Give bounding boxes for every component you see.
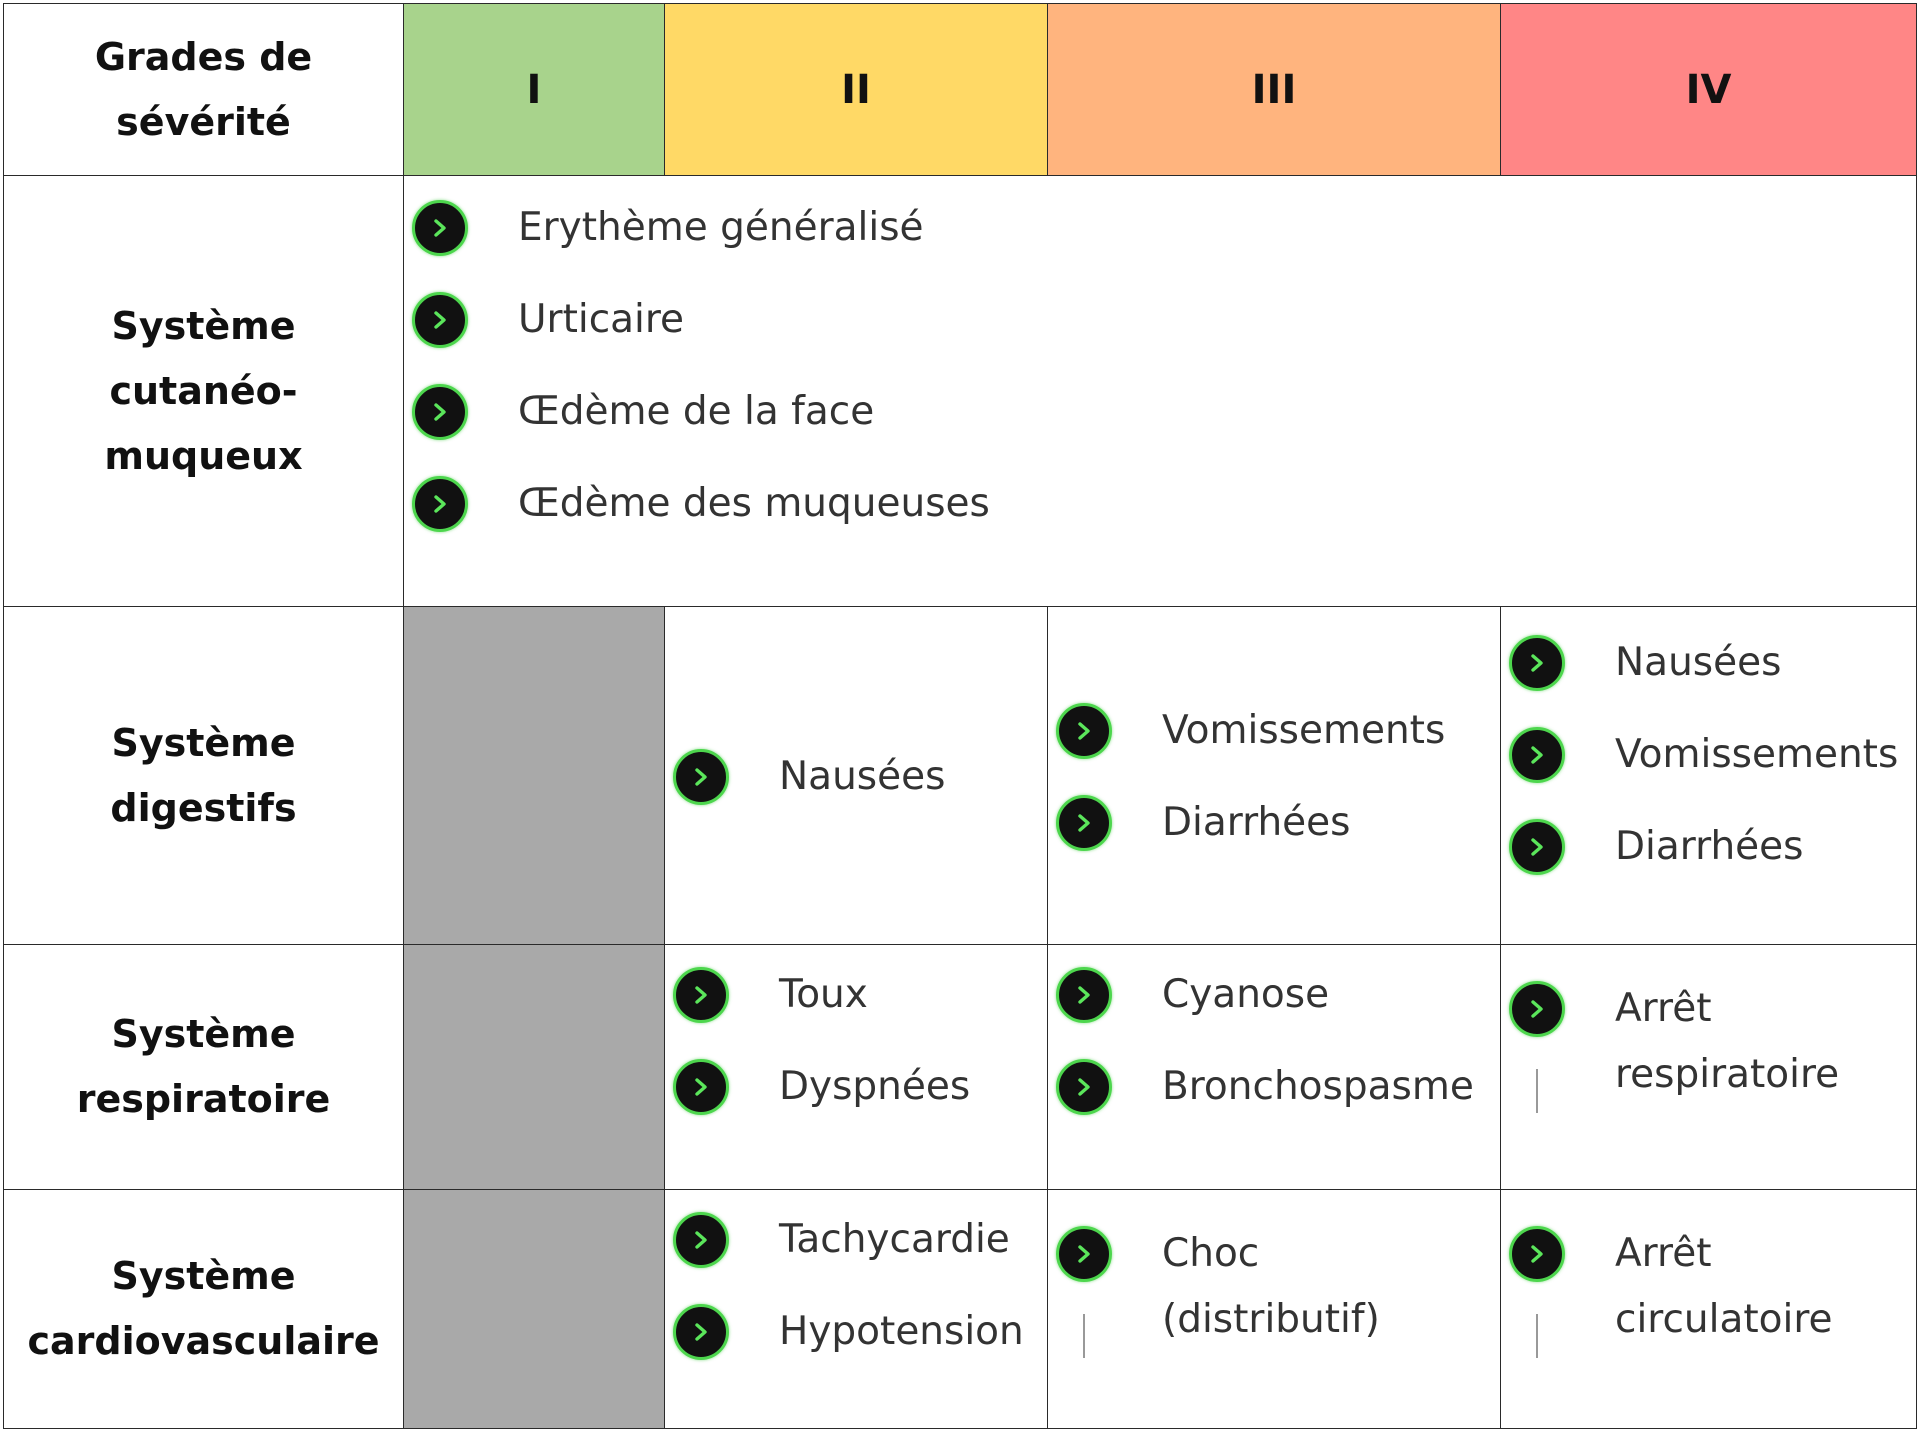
list-item-label-line: Arrêt [1615,1231,1712,1276]
row-title-line: Système [111,720,296,765]
grade-header-3 [1047,3,1501,176]
chevron-right-icon [1056,795,1112,851]
chevron-right-icon [1509,727,1565,783]
list-item-label [1615,976,1839,1108]
row-title-line: cardiovasculaire [27,1319,380,1363]
digestif-grade-2-cell [664,606,1048,945]
row-title-line: muqueux [104,433,303,478]
list-item-label: Erythème généralisé [518,205,924,250]
row-title-line: respiratoire [76,1077,331,1121]
grade-label: IV [1685,66,1732,113]
list-item-label [1615,1221,1833,1353]
list-item-label: Œdème de la face [518,389,875,434]
row-title-line: digestifs [110,785,297,830]
list-item-label: Nausées [1615,640,1782,685]
list-item-label: Nausées [779,754,946,799]
respiratoire-grade-4-cell [1500,944,1917,1190]
chevron-right-icon [1056,703,1112,759]
list-item-label: Hypotension [779,1309,1024,1354]
cardio-grade-3-cell [1047,1189,1501,1429]
respiratoire-grade-3-cell [1047,944,1501,1190]
list-item-label: Urticaire [518,297,685,342]
chevron-right-icon [412,384,468,440]
chevron-right-icon [1056,1059,1112,1115]
continuation-mark [1536,1314,1538,1358]
grade-label: III [1251,66,1297,113]
grade-label: I [526,66,542,113]
severity-grading-table [3,3,1917,1429]
corner-header-line-1: Grades de [94,34,313,79]
list-item-label-line: (distributif) [1162,1297,1380,1342]
chevron-right-icon [673,1212,729,1268]
list-item-label-line: circulatoire [1615,1297,1833,1342]
chevron-right-icon [1056,1226,1112,1282]
row-header-digestif [3,606,404,945]
chevron-right-icon [673,1059,729,1115]
list-item-label: Œdème des muqueuses [518,481,990,526]
corner-header-line-2: sévérité [116,99,291,144]
list-item-label [1162,1221,1380,1353]
row-title-line: cutanéo- [109,368,298,413]
row-header-respiratoire [3,944,404,1190]
cardio-grade-1-cell [403,1189,665,1429]
row-header-cardio [3,1189,404,1429]
grade-header-1 [403,3,665,176]
grade-label: II [841,66,871,113]
list-item-label: Diarrhées [1615,824,1804,869]
chevron-right-icon [412,200,468,256]
row-title-line: Système [111,303,296,348]
digestif-grade-3-cell [1047,606,1501,945]
chevron-right-icon [412,292,468,348]
grade-header-2 [664,3,1048,176]
continuation-mark [1536,1069,1538,1113]
list-item-label: Bronchospasme [1162,1064,1474,1109]
list-item-label-line: respiratoire [1615,1052,1840,1097]
list-item-label-line: Choc [1162,1231,1260,1276]
chevron-right-icon [412,476,468,532]
chevron-right-icon [1056,967,1112,1023]
respiratoire-grade-2-cell [664,944,1048,1190]
chevron-right-icon [1509,981,1565,1037]
list-item-label: Vomissements [1615,732,1899,777]
chevron-right-icon [673,749,729,805]
row-title-line: Système [111,1254,296,1298]
row-title-line: Système [111,1012,296,1056]
list-item-label: Dyspnées [779,1064,971,1109]
row-header-cutaneo [3,175,404,607]
list-item-label: Tachycardie [779,1217,1010,1262]
grade-header-4 [1500,3,1917,176]
cutaneo-all-grades-cell [403,175,1917,607]
digestif-grade-4-cell [1500,606,1917,945]
chevron-right-icon [1509,635,1565,691]
chevron-right-icon [1509,819,1565,875]
list-item-label: Vomissements [1162,708,1446,753]
cardio-grade-4-cell [1500,1189,1917,1429]
list-item-label: Diarrhées [1162,800,1351,845]
digestif-grade-1-cell [403,606,665,945]
corner-header [3,3,404,176]
chevron-right-icon [1509,1226,1565,1282]
respiratoire-grade-1-cell [403,944,665,1190]
list-item-label-line: Arrêt [1615,986,1712,1031]
chevron-right-icon [673,1304,729,1360]
continuation-mark [1083,1314,1085,1358]
list-item-label: Cyanose [1162,972,1330,1017]
list-item-label: Toux [779,972,868,1017]
chevron-right-icon [673,967,729,1023]
cardio-grade-2-cell [664,1189,1048,1429]
